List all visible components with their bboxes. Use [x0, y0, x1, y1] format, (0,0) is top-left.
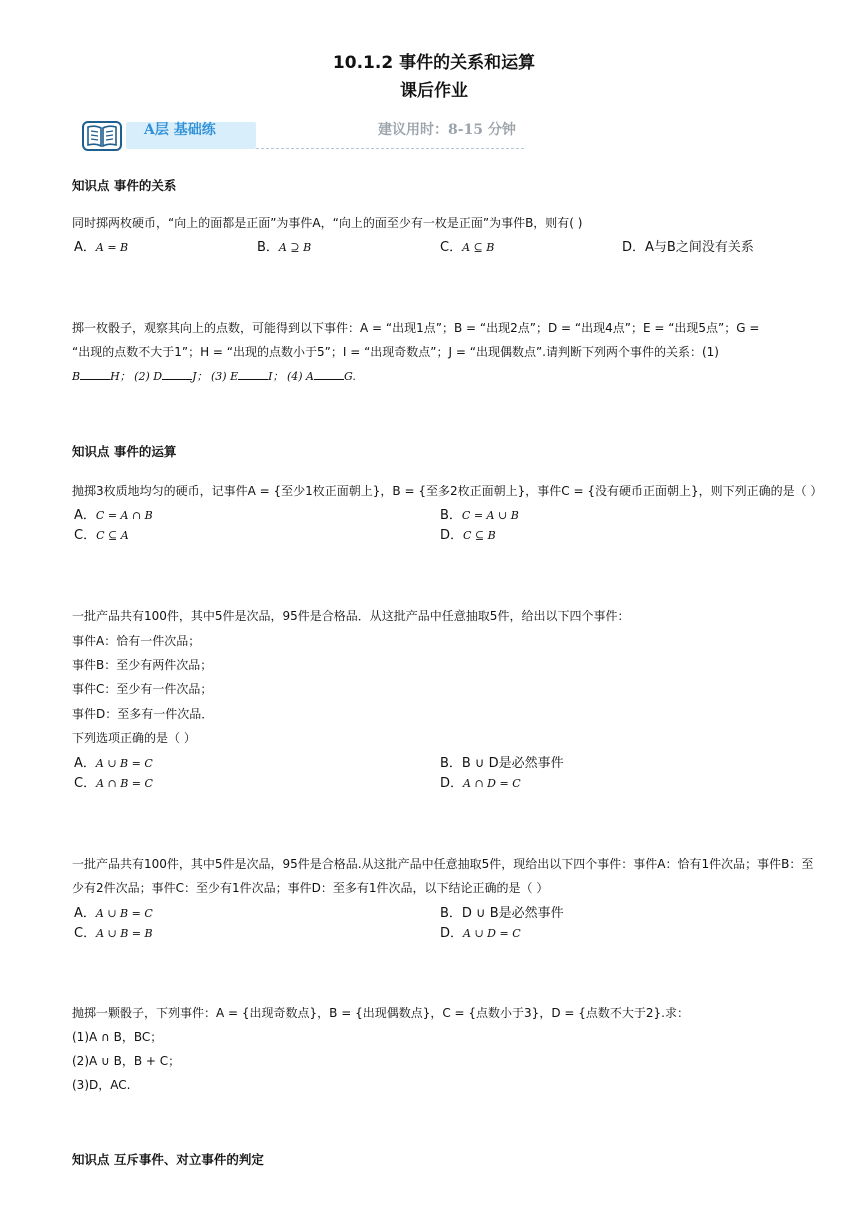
question-3-option-d: D．C ⊆ B [440, 528, 496, 543]
answer-blank[interactable] [162, 369, 192, 380]
question-4-option-a: A．A ∪ B = C [74, 756, 153, 771]
question-5-option-c: C．A ∪ B = B [74, 926, 153, 941]
question-4-line-2: 事件A：恰有一件次品； [72, 634, 201, 648]
question-3-option-b: B．C = A ∪ B [440, 508, 519, 523]
answer-blank[interactable] [238, 369, 268, 380]
question-5-line-2: 少有2件次品；事件C：至少有1件次品；事件D：至多有1件次品，以下结论正确的是（ ） [72, 881, 549, 895]
question-5-option-d: D．A ∪ D = C [440, 926, 521, 941]
section-heading: 知识点 互斥事件、对立事件的判定 [72, 1152, 264, 1167]
question-4-option-c: C．A ∩ B = C [74, 776, 153, 791]
question-3-stem: 抛掷3枚质地均匀的硬币，记事件A = {至少1枚正面朝上}，B = {至多2枚正面朝上}，事件C = {没有硬币正面朝上}，则下列正确的是（ ） [72, 484, 823, 498]
question-4-line-3: 事件B：至少有两件次品； [72, 658, 213, 672]
question-2-line-1: 掷一枚骰子，观察其向上的点数，可能得到以下事件：A = “出现1点”；B = “出现2点”；D = “出现4点”；E = “出现5点”；G = [72, 321, 760, 335]
question-1-option-c: C．A ⊆ B [440, 240, 495, 255]
question-3-option-a: A．C = A ∩ B [74, 508, 153, 523]
question-2-line-2: “出现的点数不大于1”；H = “出现的点数小于5”；I = “出现奇数点”；J = “出现偶数点”.请判断下列两个事件的关系：(1) [72, 345, 719, 359]
question-6-line-1: 抛掷一颗骰子，下列事件：A = {出现奇数点}，B = {出现偶数点}，C = {点数小于3}，D = {点数不大于2}.求： [72, 1006, 689, 1020]
page-title: 10.1.2 事件的关系和运算 [332, 53, 536, 73]
section-heading: 知识点 事件的运算 [72, 444, 177, 459]
answer-blank[interactable] [80, 369, 110, 380]
question-4-line-4: 事件C：至少有一件次品； [72, 682, 213, 696]
question-5-line-1: 一批产品共有100件，其中5件是次品，95件是合格品.从这批产品中任意抽取5件，现给出以下四个事件：事件A：恰有1件次品；事件B：至 [72, 857, 814, 871]
suggested-time: 建议用时：8-15 分钟 [378, 122, 516, 138]
question-1-stem: 同时掷两枚硬币，“向上的面都是正面”为事件A，“向上的面至少有一枚是正面”为事件B，则有( ) [72, 216, 583, 230]
question-5-option-a: A．A ∪ B = C [74, 906, 153, 921]
question-4-option-b: B．B ∪ D是必然事件 [440, 756, 564, 771]
question-2-blanks: B H； (2) D J； (3) E I； (4) A G. [72, 370, 356, 383]
question-6-line-2: (1)A ∩ B，BC； [72, 1030, 163, 1044]
question-4-line-1: 一批产品共有100件，其中5件是次品，95件是合格品．从这批产品中任意抽取5件，给出以下四个事件： [72, 609, 630, 623]
question-6-line-4: (3)D，AC. [72, 1078, 131, 1092]
level-label: A层 基础练 [144, 122, 216, 138]
section-heading: 知识点 事件的关系 [72, 178, 177, 193]
banner-divider [256, 148, 524, 149]
question-3-option-c: C．C ⊆ A [74, 528, 129, 543]
question-6-line-3: (2)A ∪ B，B + C； [72, 1054, 181, 1068]
book-icon [82, 120, 122, 152]
question-1-option-d: D．A与B之间没有关系 [622, 240, 754, 255]
question-1-option-b: B．A ⊇ B [257, 240, 312, 255]
question-4-line-6: 下列选项正确的是（ ） [72, 731, 196, 745]
question-1-option-a: A．A = B [74, 240, 129, 255]
question-4-option-d: D．A ∩ D = C [440, 776, 521, 791]
question-5-option-b: B．D ∪ B是必然事件 [440, 906, 564, 921]
question-4-line-5: 事件D：至多有一件次品． [72, 707, 214, 721]
answer-blank[interactable] [314, 369, 344, 380]
page-subtitle: 课后作业 [400, 81, 468, 101]
